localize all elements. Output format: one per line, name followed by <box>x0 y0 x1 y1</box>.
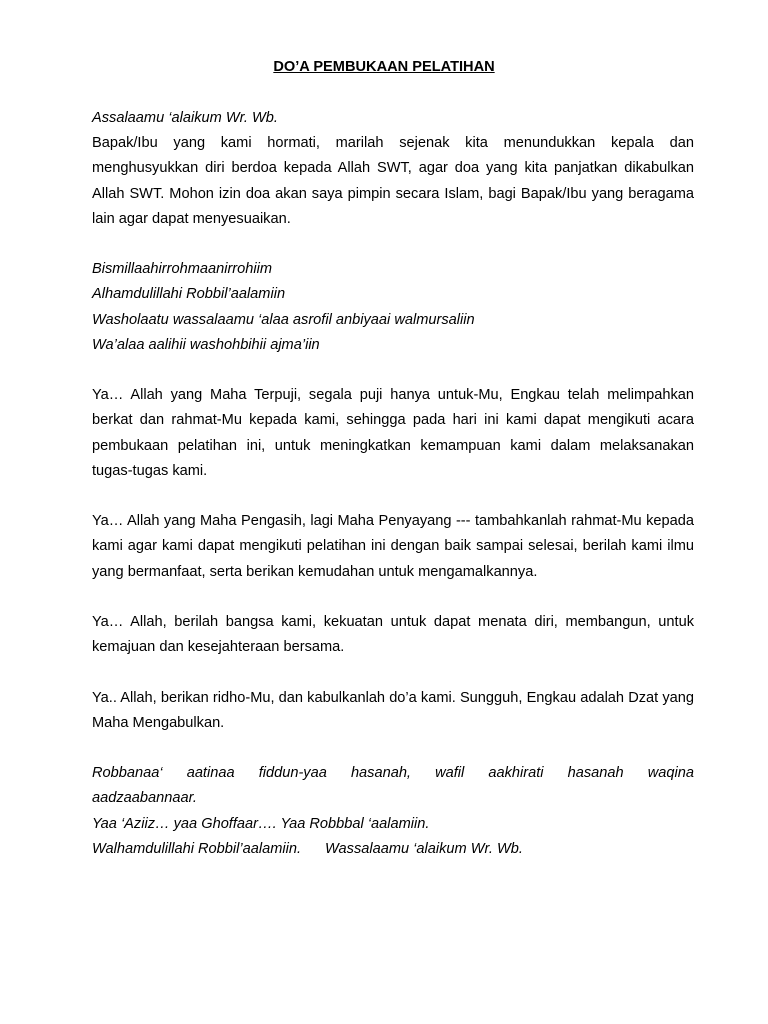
wassalaam-text: Wassalaamu ‘alaikum Wr. Wb. <box>325 840 523 857</box>
walhamdu-text: Walhamdulillahi Robbil’aalamiin. <box>92 840 302 857</box>
spacer <box>92 660 694 685</box>
intro-paragraph: Bapak/Ibu yang kami hormati, marilah sejenak kita menundukkan kepala dan menghusyukkan diri berdoa kepada Allah SWT, agar doa yang kita panjatkan dikabulkan Allah SWT. Mohon izin doa akan saya pimpin secara Islam, bagi Bapak/Ibu yang beragama lain agar dapat menyesuaikan. <box>92 135 694 227</box>
opening-line: Alhamdulillahi Robbil’aalamiin <box>92 286 286 303</box>
robbanaa-end: aadzaabannaar. <box>92 790 197 807</box>
robbanaa-word: waqina <box>647 765 694 782</box>
robbanaa-word: hasanah <box>567 765 624 782</box>
robbanaa-word: wafil <box>435 765 465 782</box>
opening-line: Wa’alaa aalihii washohbihii ajma’iin <box>92 336 320 353</box>
prayer-paragraph: Ya… Allah yang Maha Pengasih, lagi Maha Penyayang --- tambahkanlah rahmat-Mu kepada kami agar kami dapat mengikuti pelatihan ini dengan baik sampai selesai, berilah kami ilmu yang bermanfaat, serta berikan kemudahan untuk mengamalkannya. <box>92 513 694 580</box>
spacer <box>92 484 694 509</box>
spacer <box>92 232 694 257</box>
greeting: Assalaamu ‘alaikum Wr. Wb. <box>92 110 278 126</box>
spacer <box>92 736 694 761</box>
spacer <box>92 358 694 383</box>
prayer-paragraph: Ya… Allah, berilah bangsa kami, kekuatan untuk dapat menata diri, membangun, untuk kemajuan dan kesejahteraan bersama. <box>92 614 694 656</box>
prayer-paragraph: Ya.. Allah, berikan ridho-Mu, dan kabulkanlah do’a kami. Sungguh, Engkau adalah Dzat yang Maha Mengabulkan. <box>92 689 694 731</box>
robbanaa-word: hasanah, <box>350 765 411 782</box>
prayer-paragraph: Ya… Allah yang Maha Terpuji, segala puji hanya untuk-Mu, Engkau telah melimpahkan berkat dan rahmat-Mu kepada kami, sehingga pada hari ini kami dapat mengikuti acara pembukaan pelatihan ini, untuk meningkatkan kemampuan kami dalam melaksanakan tugas-tugas kami. <box>92 387 694 479</box>
robbanaa-word: aatinaa <box>186 765 235 782</box>
document-body <box>92 106 694 862</box>
opening-line: Washolaatu wassalaamu ‘alaa asrofil anbiyaai walmursaliin <box>92 311 475 328</box>
closing-line <box>92 837 694 862</box>
robbanaa-word: aakhirati <box>488 765 544 782</box>
robbanaa-word: Robbanaa‘ <box>92 765 163 782</box>
document-title: DO’A PEMBUKAAN PELATIHAN <box>273 59 495 75</box>
robbanaa-word: fiddun-yaa <box>258 765 327 782</box>
opening-line: Bismillaahirrohmaanirrohiim <box>92 261 273 278</box>
spacer <box>92 585 694 610</box>
yaa-aziiz-line: Yaa ‘Aziiz… yaa Ghoffaar…. Yaa Robbbal ‘aalamiin. <box>92 815 430 832</box>
robbanaa-line <box>92 761 694 786</box>
